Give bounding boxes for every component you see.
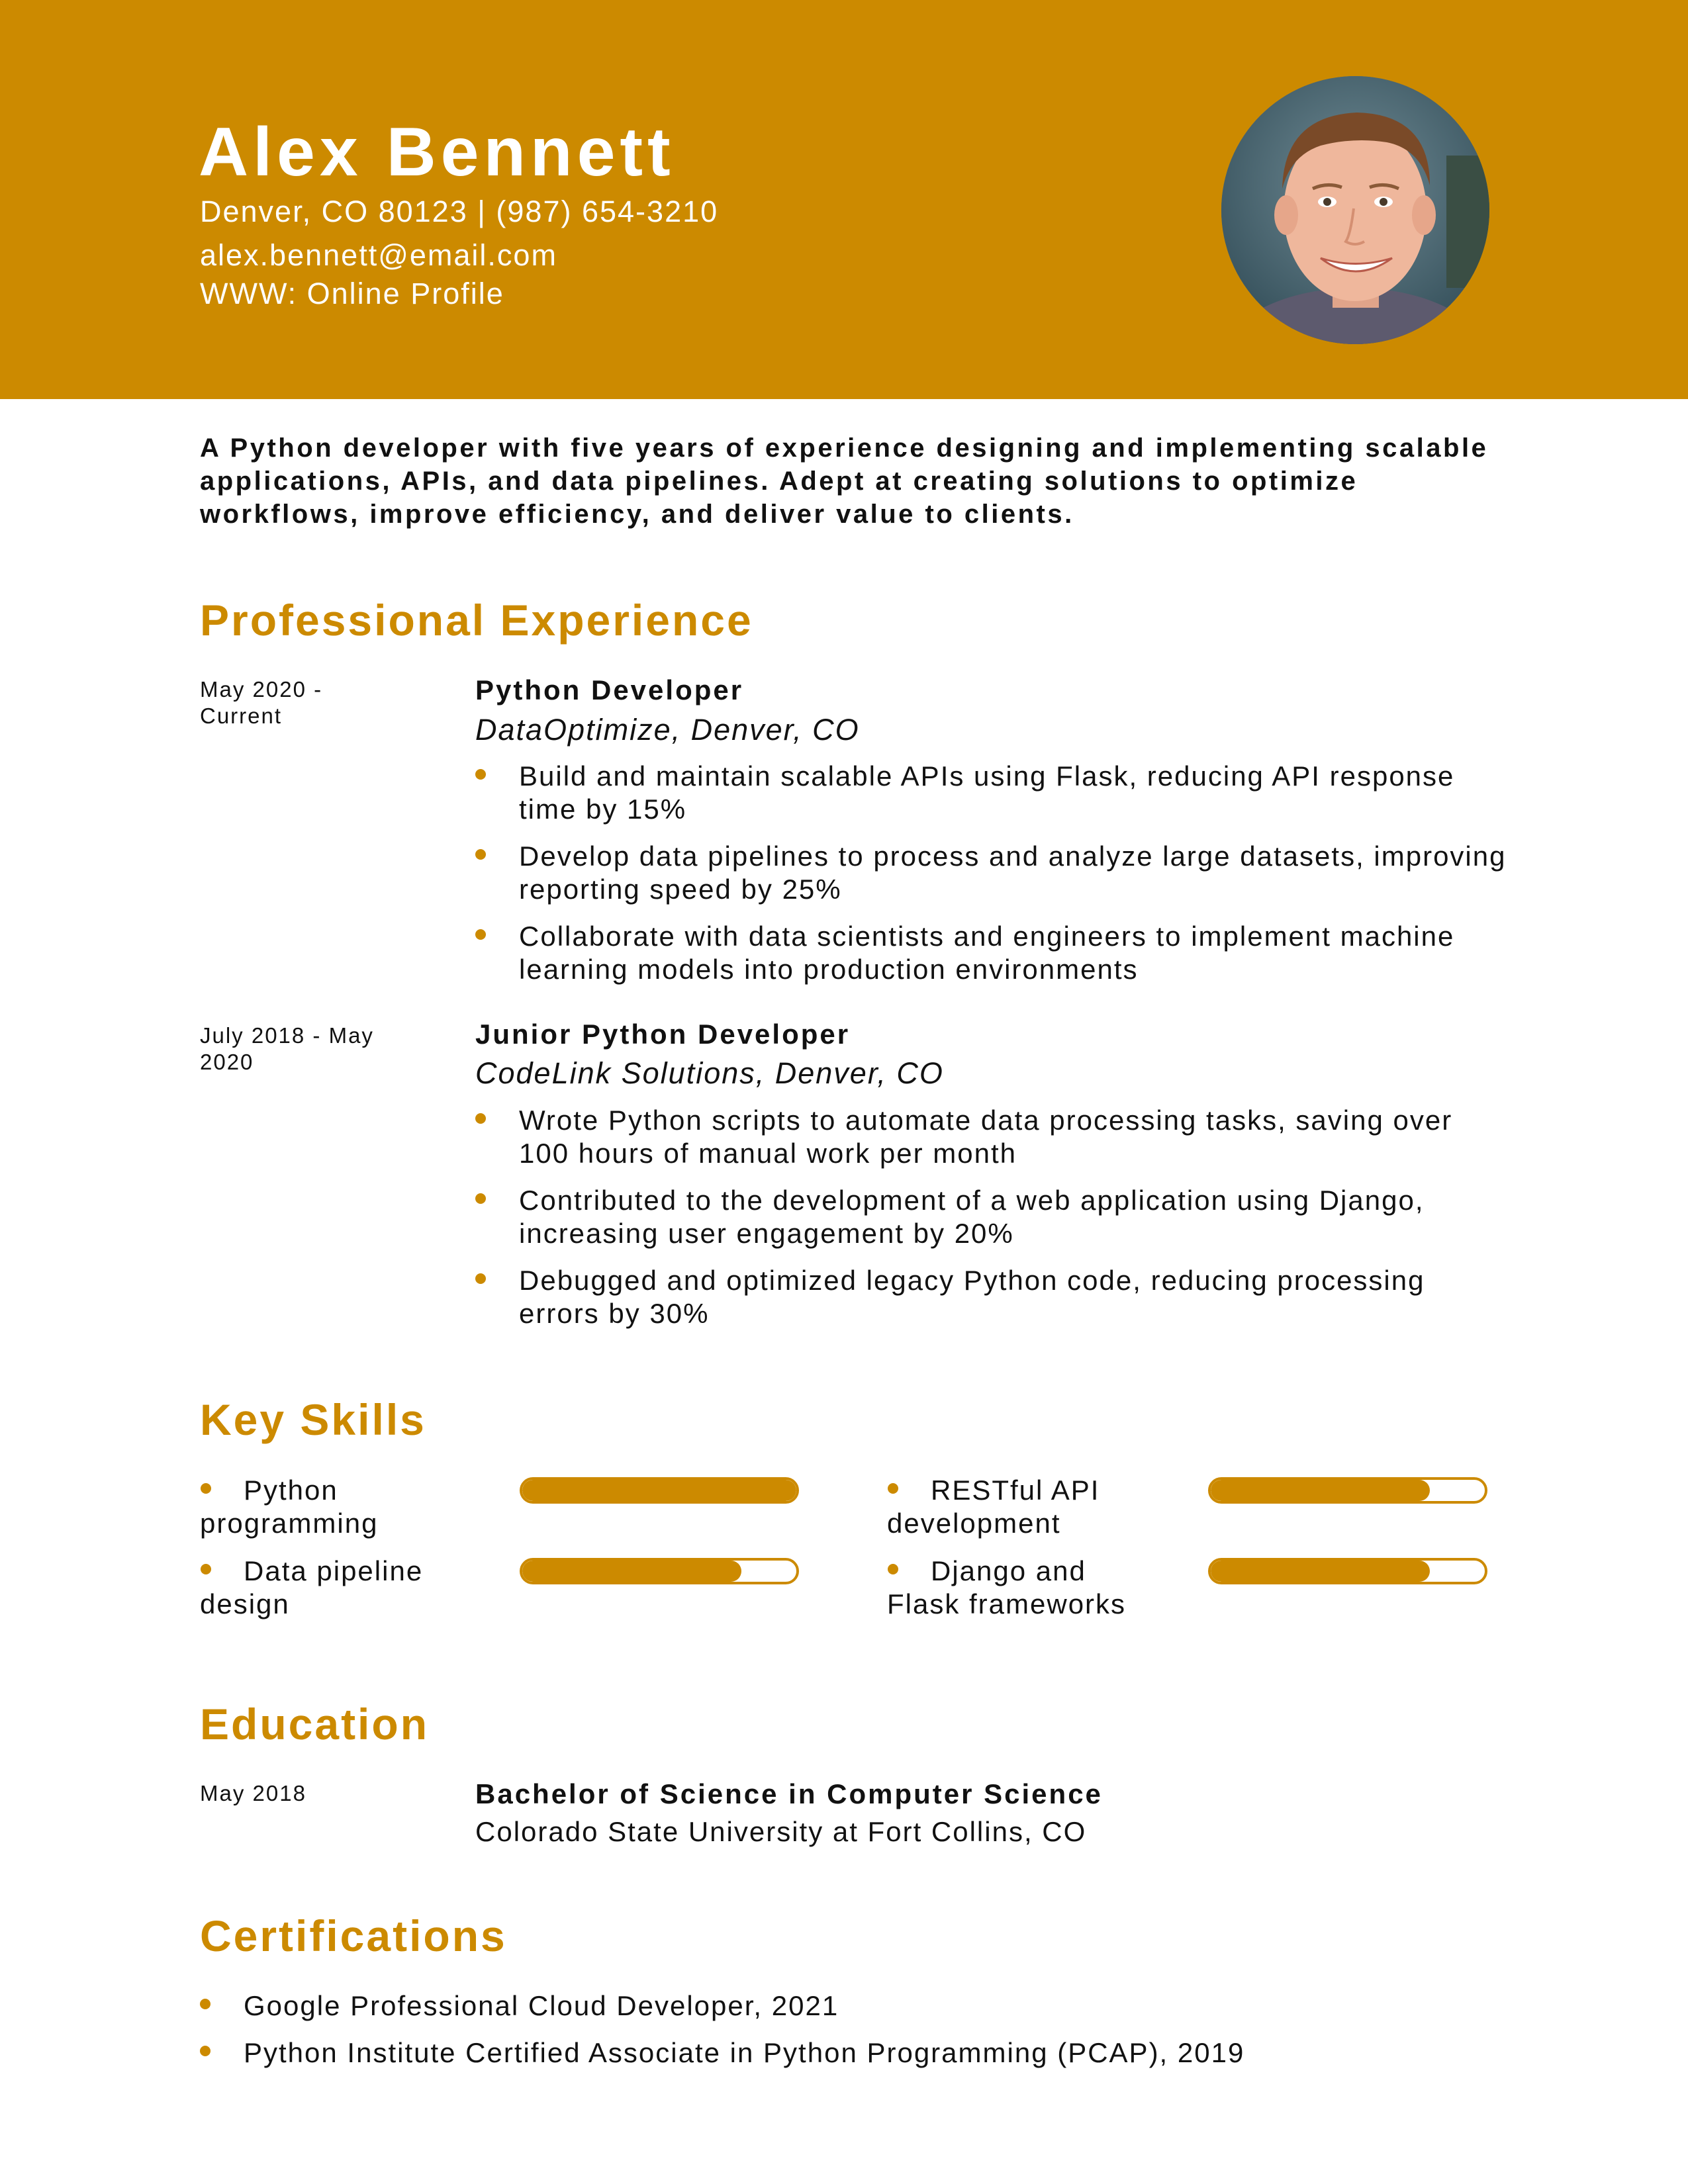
- education-date: May 2018: [200, 1781, 306, 1805]
- bullet-icon: [475, 1113, 486, 1124]
- skill-label: [887, 1474, 1152, 1540]
- bullet-icon: [888, 1483, 898, 1494]
- job-title: Python Developer: [475, 674, 744, 705]
- skill-label: [887, 1555, 1152, 1621]
- skills-heading: Key Skills: [200, 1395, 426, 1444]
- list-item: [475, 1184, 1508, 1250]
- list-item: [200, 1989, 1524, 2023]
- list-item: [475, 840, 1508, 906]
- bullet-text: Wrote Python scripts to automate data processing tasks, saving over 100 hours of manual work per month: [519, 1105, 1453, 1169]
- skill-name: Django and: [931, 1555, 1086, 1586]
- job-dates: May 2020 - Current: [200, 677, 323, 728]
- skill-level-bar: [1208, 1558, 1487, 1584]
- bullet-text: Debugged and optimized legacy Python code, reducing processing errors by 30%: [519, 1265, 1425, 1329]
- job-company: DataOptimize, Denver, CO: [475, 713, 860, 747]
- bullet-icon: [475, 769, 486, 780]
- header-banner: [0, 0, 1688, 399]
- skill-name: RESTful API: [931, 1475, 1100, 1506]
- skill-level-fill: [1211, 1561, 1430, 1582]
- list-item: [475, 920, 1508, 986]
- bullet-icon: [475, 929, 486, 940]
- location-phone: Denver, CO 80123 | (987) 654-3210: [200, 195, 719, 228]
- certifications-heading: Certifications: [200, 1911, 507, 1960]
- bullet-text: Collaborate with data scientists and engineers to implement machine learning models into production environments: [519, 921, 1455, 985]
- bullet-text: Contributed to the development of a web application using Django, increasing user engagement by 20%: [519, 1185, 1425, 1249]
- job-company: CodeLink Solutions, Denver, CO: [475, 1056, 944, 1090]
- certification-text: Google Professional Cloud Developer, 2021: [244, 1990, 839, 2021]
- profile-photo: [1221, 76, 1489, 344]
- skill-level-bar: [520, 1558, 799, 1584]
- skill-label: [200, 1555, 465, 1621]
- bullet-icon: [201, 1564, 211, 1574]
- skill-name-cont: programming: [200, 1508, 379, 1539]
- bullet-text: Develop data pipelines to process and analyze large datasets, improving reporting speed by 25%: [519, 841, 1507, 905]
- list-item: [475, 1264, 1508, 1330]
- bullet-icon: [475, 849, 486, 860]
- skill-level-fill: [1211, 1480, 1430, 1501]
- education-heading: Education: [200, 1700, 430, 1749]
- skill-name-cont: Flask frameworks: [887, 1588, 1127, 1619]
- skill-label: [200, 1474, 465, 1540]
- professional-summary: A Python developer with five years of experience designing and implementing scalable applications, APIs, and data pipelines. Adept at creating solutions to optimize workflows, improve efficiency, and deliver value to clients.: [200, 433, 1489, 529]
- bullet-icon: [475, 1273, 486, 1284]
- bullet-icon: [888, 1564, 898, 1574]
- certifications-list: [200, 1989, 1524, 2083]
- list-item: [475, 760, 1508, 826]
- job-bullets: [475, 1104, 1508, 1344]
- bullet-icon: [200, 2046, 211, 2056]
- skill-level-bar: [1208, 1477, 1487, 1504]
- skill-level-fill: [522, 1561, 741, 1582]
- education-degree: Bachelor of Science in Computer Science: [475, 1778, 1103, 1809]
- bullet-icon: [201, 1483, 211, 1494]
- bullet-text: Build and maintain scalable APIs using Flask, reducing API response time by 15%: [519, 760, 1455, 825]
- job-dates: July 2018 - May 2020: [200, 1023, 374, 1074]
- job-bullets: [475, 760, 1508, 1000]
- certification-text: Python Institute Certified Associate in Python Programming (PCAP), 2019: [244, 2037, 1245, 2068]
- skill-name: Python: [244, 1475, 338, 1506]
- skill-level-fill: [522, 1480, 796, 1501]
- email-link[interactable]: alex.bennett@email.com: [200, 238, 557, 272]
- website-link[interactable]: WWW: Online Profile: [200, 277, 504, 310]
- list-item: [475, 1104, 1508, 1170]
- skill-name: Data pipeline: [244, 1555, 424, 1586]
- bullet-icon: [475, 1193, 486, 1204]
- profile-photo-image: [1221, 76, 1489, 344]
- bullet-icon: [200, 1999, 211, 2009]
- skill-level-bar: [520, 1477, 799, 1504]
- job-title: Junior Python Developer: [475, 1019, 851, 1050]
- skill-name-cont: design: [200, 1588, 290, 1619]
- candidate-name: Alex Bennett: [199, 114, 675, 191]
- list-item: [200, 2036, 1524, 2070]
- skill-name-cont: development: [887, 1508, 1061, 1539]
- experience-heading: Professional Experience: [200, 596, 753, 645]
- education-school: Colorado State University at Fort Collins, CO: [475, 1816, 1087, 1847]
